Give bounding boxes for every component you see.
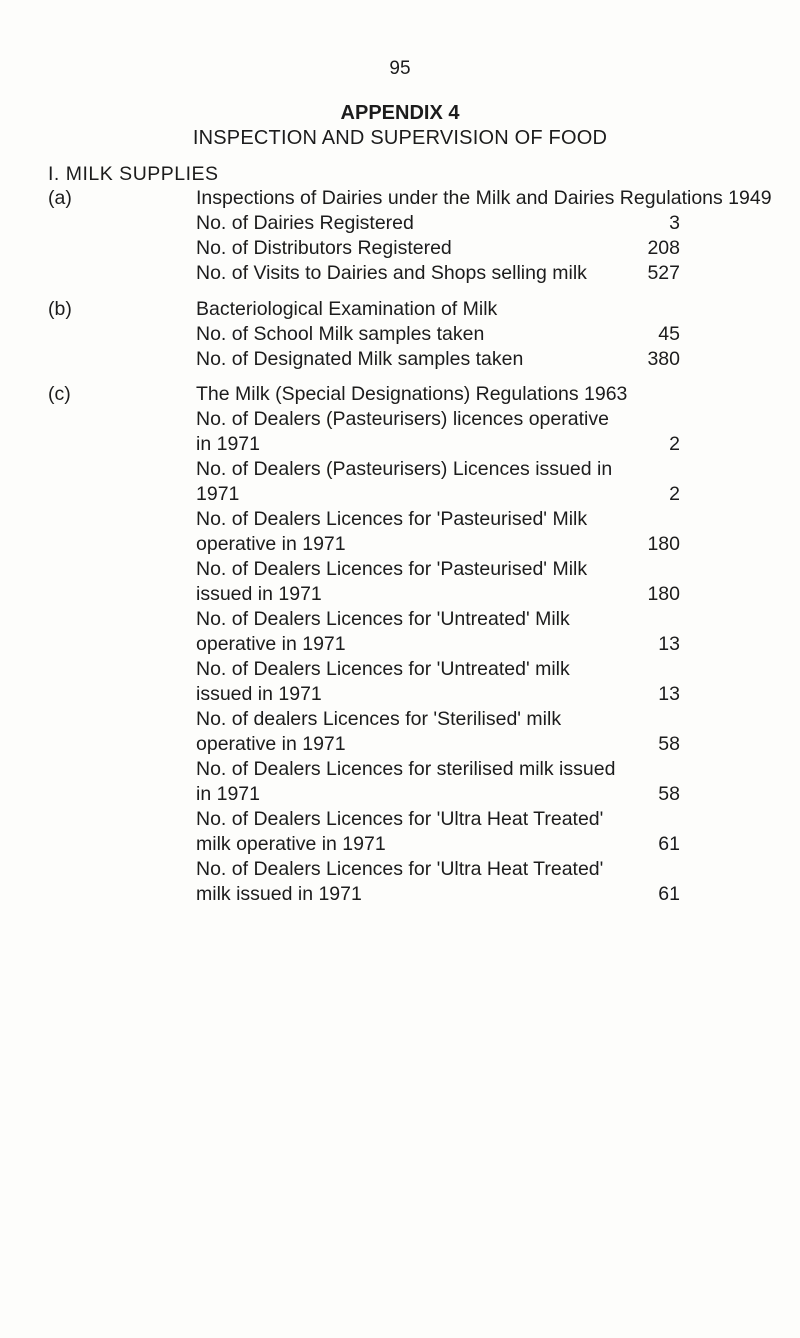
list-item-line1: No. of Dealers (Pasteurisers) licences operative [196,408,609,430]
item-value: 2 [669,433,680,455]
appendix-subtitle: INSPECTION AND SUPERVISION OF FOOD [192,127,608,149]
item-value: 180 [647,583,680,605]
item-value: 180 [647,533,680,555]
item-value: 61 [658,833,680,855]
item-value: 3 [669,212,680,234]
part-b-label: (b) [48,298,72,320]
part-c-heading: The Milk (Special Designations) Regulations 1963 [196,383,628,405]
part-a-heading: Inspections of Dairies under the Milk and Dairies Regulations 1949 [196,187,772,209]
part-a-label: (a) [48,187,72,209]
item-value: 61 [658,883,680,905]
appendix-title: APPENDIX 4 [340,102,460,124]
list-item-line2: operative in 1971 [196,733,346,755]
part-c-label: (c) [48,383,71,405]
list-item-line2: milk issued in 1971 [196,883,362,905]
list-item: No. of Distributors Registered [196,237,452,259]
item-value: 58 [658,733,680,755]
list-item-line2: operative in 1971 [196,633,346,655]
item-value: 13 [658,633,680,655]
list-item: No. of School Milk samples taken [196,323,485,345]
item-value: 2 [669,483,680,505]
list-item-line2: in 1971 [196,433,260,455]
item-value: 45 [658,323,680,345]
item-value: 380 [647,348,680,370]
part-b-heading: Bacteriological Examination of Milk [196,298,498,320]
list-item-line1: No. of Dealers Licences for sterilised milk issued [196,758,616,780]
section-heading: I. MILK SUPPLIES [48,163,219,185]
list-item-line2: operative in 1971 [196,533,346,555]
list-item-line1: No. of Dealers Licences for 'Pasteurised' Milk [196,508,588,530]
list-item-line1: No. of dealers Licences for 'Sterilised' milk [196,708,562,730]
item-value: 13 [658,683,680,705]
list-item-line2: 1971 [196,483,240,505]
list-item-line2: in 1971 [196,783,260,805]
item-value: 208 [647,237,680,259]
list-item: No. of Dairies Registered [196,212,414,234]
list-item: No. of Visits to Dairies and Shops selling milk [196,262,587,284]
list-item-line1: No. of Dealers Licences for 'Untreated' milk [196,658,570,680]
list-item-line1: No. of Dealers Licences for 'Pasteurised' Milk [196,558,588,580]
list-item-line2: issued in 1971 [196,583,322,605]
item-value: 527 [647,262,680,284]
list-item-line1: No. of Dealers Licences for 'Untreated' Milk [196,608,570,630]
list-item-line1: No. of Dealers (Pasteurisers) Licences issued in [196,458,613,480]
list-item: No. of Designated Milk samples taken [196,348,524,370]
list-item-line1: No. of Dealers Licences for 'Ultra Heat Treated' [196,808,604,830]
item-value: 58 [658,783,680,805]
list-item-line2: milk operative in 1971 [196,833,386,855]
page-number: 95 [389,58,411,79]
list-item-line1: No. of Dealers Licences for 'Ultra Heat Treated' [196,858,604,880]
list-item-line2: issued in 1971 [196,683,322,705]
